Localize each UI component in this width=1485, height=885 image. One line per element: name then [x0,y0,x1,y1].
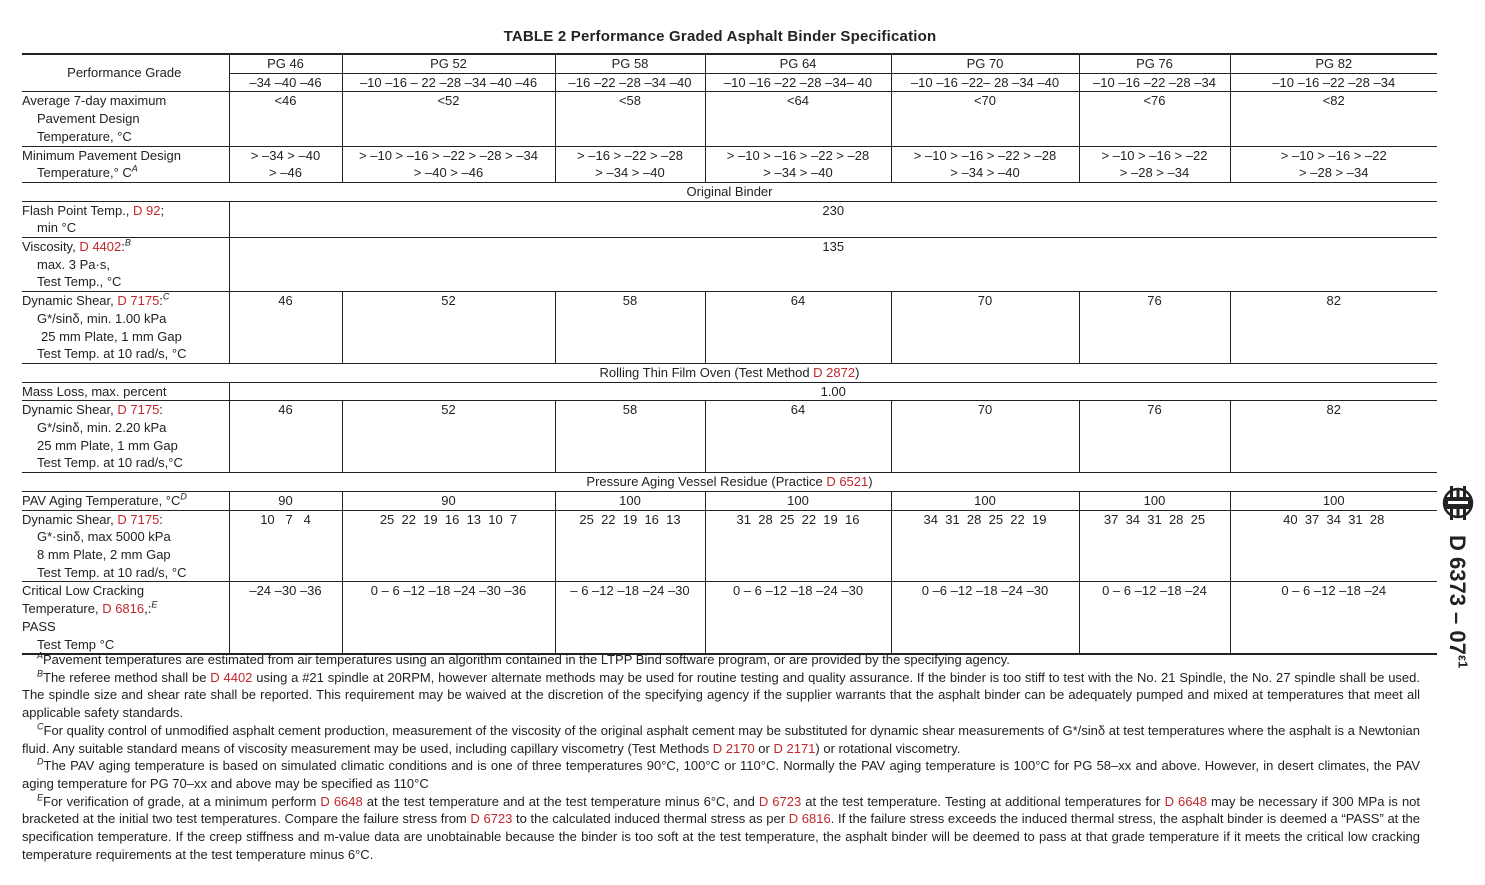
table-cell: 76 [1079,292,1230,364]
header-row-subgrades [22,73,1437,92]
subgrade-header: –10 –16 –22 –28 –34– 40 [705,73,891,92]
table-cell: 1.00 [229,382,1437,401]
row-label-critical-low-cracking: Critical Low Cracking Temperature, D 6816,:$^E$ PASS Test Temp °C [22,582,229,654]
table-cell: 40 37 34 31 28 [1230,510,1437,582]
table-cell: <46 [229,92,342,146]
row-label-avg-max: Average 7-day maximum Pavement Design Temperature, °C [22,92,229,146]
astm-logo-icon [1442,480,1474,526]
table-cell: 34 31 28 25 22 19 [891,510,1079,582]
table-cell: > –10 > –16 > –22 > –28 > –34 > –40 [705,146,891,182]
table-row [22,510,1437,582]
table-cell: 58 [555,401,705,473]
table-cell: 46 [229,292,342,364]
header-row-grades [22,54,1437,73]
subgrade-header: –10 –16 –22 –28 –34 [1079,73,1230,92]
table-cell: – 6 –12 –18 –24 –30 [555,582,705,654]
table-row [22,401,1437,473]
table-row [22,491,1437,510]
reference-link[interactable]: D 6648 [320,793,363,809]
grade-header: PG 76 [1079,54,1230,73]
section-original-binder: Original Binder [22,182,1437,201]
reference-link[interactable]: D 6648 [1164,793,1207,809]
table-cell: 31 28 25 22 19 16 [705,510,891,582]
row-label-flash: Flash Point Temp., D 92; min °C [22,201,229,237]
subgrade-header: –10 –16 –22– 28 –34 –40 [891,73,1079,92]
table-cell: > –10 > –16 > –22 > –28 > –34 [1079,146,1230,182]
reference-link[interactable]: D 2170 [712,740,755,756]
table-cell: <64 [705,92,891,146]
table-cell: 230 [229,201,1437,237]
row-label-viscosity: Viscosity, D 4402:$^B$ max. 3 Pa·s, Test Temp., °C [22,238,229,292]
row-label-min-design: Minimum Pavement Design Temperature,° $C^A$ [22,146,229,182]
table-cell: 0 – 6 –12 –18 –24 [1079,582,1230,654]
footnote-b: $^B$The referee method shall be D 4402 using a #21 spindle at 20RPM, however alternate methods may be used for routine testing and quality assurance. If the binder is too stiff to test with the No. 21 Spindle, the No. 27 spindle shall be used. The spindle size and shear rate shall be reported. This requirement may be waived at the discretion of the specifying agency if the supplier warrants that the asphalt binder can be adequately pumped and mixed at temperatures that meet all applicable safety standards. [22,668,1420,721]
section-row [22,182,1437,201]
table-cell: 90 [229,491,342,510]
table-cell: 0 – 6 –12 –18 –24 –30 [705,582,891,654]
table-cell: 100 [1079,491,1230,510]
performance-grade-label: Performance Grade [22,54,229,92]
table-cell: 25 22 19 16 13 10 7 [342,510,555,582]
table-cell: 100 [555,491,705,510]
table-cell: <76 [1079,92,1230,146]
section-rtfo: Rolling Thin Film Oven (Test Method D 2872) [22,363,1437,382]
subgrade-header: –10 –16 –22 –28 –34 [1230,73,1437,92]
reference-link[interactable]: D 6723 [758,793,802,809]
table-row [22,382,1437,401]
table-cell: > –10 > –16 > –22 > –28 > –34 > –40 > –46 [342,146,555,182]
table-cell: > –10 > –16 > –22 > –28 > –34 > –40 [891,146,1079,182]
footnote-d: $^D$The PAV aging temperature is based on simulated climatic conditions and is one of three temperatures 90°C, 100°C or 110°C. Normally the PAV aging temperature is 100°C for PG 58–xx and above. However, in desert climates, the PAV aging temperature for PG 70–xx and above may be specified as 110°C [22,756,1420,791]
reference-link[interactable]: D 4402 [210,669,253,685]
table-row [22,92,1437,146]
reference-link[interactable]: D 6816 [788,811,831,827]
table-cell: > –16 > –22 > –28 > –34 > –40 [555,146,705,182]
table-cell: 25 22 19 16 13 [555,510,705,582]
table-row [22,292,1437,364]
table-cell: 64 [705,292,891,364]
table-cell: 0 – 6 –12 –18 –24 [1230,582,1437,654]
table-title: TABLE 2 Performance Graded Asphalt Binder Specification [503,28,937,45]
row-label-dynamic-shear-rtfo: Dynamic Shear, D 7175: G*/sinδ, min. 2.20 kPa 25 mm Plate, 1 mm Gap Test Temp. at 10 rad/s,°C [22,401,229,473]
table-cell: <70 [891,92,1079,146]
row-label-dynamic-shear: Dynamic Shear, D 7175:$^C$ G*/sinδ, min. 1.00 kPa 25 mm Plate, 1 mm Gap Test Temp. at 10 rad/s, °C [22,292,229,364]
table-cell: 135 [229,238,1437,292]
table-cell: 0 – 6 –12 –18 –24 –30 –36 [342,582,555,654]
grade-header: PG 64 [705,54,891,73]
table-cell: 90 [342,491,555,510]
grade-header: PG 52 [342,54,555,73]
table-cell: 100 [891,491,1079,510]
spec-table [22,53,1437,655]
grade-header: PG 70 [891,54,1079,73]
reference-link[interactable]: D 2171 [773,740,816,756]
table-cell: 52 [342,292,555,364]
grade-header: PG 46 [229,54,342,73]
table-cell: <58 [555,92,705,146]
designation-label: D $6373 - 07^{\varepsilon 1}$ [1445,535,1471,669]
grade-header: PG 58 [555,54,705,73]
table-cell: 58 [555,292,705,364]
footnote-a: $^A$Pavement temperatures are estimated from air temperatures using an algorithm contained in the LTPP Bind software program, or are provided by the specifying agency. [37,650,1010,667]
row-label-pav-temp: PAV Aging Temperature, $^\circ C^D$ [22,491,229,510]
row-label-dynamic-shear-pav: Dynamic Shear, D 7175: G*·sinδ, max 5000 kPa 8 mm Plate, 2 mm Gap Test Temp. at 10 rad/s, °C [22,510,229,582]
table-cell: 10 7 4 [229,510,342,582]
table-cell: 76 [1079,401,1230,473]
subgrade-header: –10 –16 – 22 –28 –34 –40 –46 [342,73,555,92]
table-cell: –24 –30 –36 [229,582,342,654]
section-row [22,363,1437,382]
table-cell: > –10 > –16 > –22 > –28 > –34 [1230,146,1437,182]
table-cell: 70 [891,292,1079,364]
table-cell: 64 [705,401,891,473]
side-designation [1440,480,1480,700]
footnote-c: $^C$For quality control of unmodified asphalt cement production, measurement of the viscosity of the original asphalt cement may be substituted for dynamic shear measurements of G*/sinδ at test temperatures where the asphalt is a Newtonian fluid. Any suitable standard means of viscosity measurement may be used, including capillary viscometry (Test Methods D 2170 or D 2171) or rotational viscometry. [22,721,1420,756]
table-cell: 82 [1230,401,1437,473]
table-cell: 100 [1230,491,1437,510]
table-cell: 37 34 31 28 25 [1079,510,1230,582]
reference-link[interactable]: D 6723 [470,811,513,827]
table-cell: > –34 > –40 > –46 [229,146,342,182]
table-cell: 70 [891,401,1079,473]
section-row [22,473,1437,492]
table-cell: 52 [342,401,555,473]
table-cell: 46 [229,401,342,473]
section-pav: Pressure Aging Vessel Residue (Practice D 6521) [22,473,1437,492]
table-cell: <52 [342,92,555,146]
table-cell: 100 [705,491,891,510]
table-cell: 82 [1230,292,1437,364]
table-cell: 0 –6 –12 –18 –24 –30 [891,582,1079,654]
table-row [22,146,1437,182]
footnote-e: $^E$For verification of grade, at a minimum perform D 6648 at the test temperature and at the test temperature minus 6°C, and D 6723 at the test temperature. Testing at additional temperatures for D 6648 may be necessary if 300 MPa is not bracketed at the initial two test temperatures. Compare the failure stress from D 6723 to the calculated induced thermal stress as per D 6816. If the failure stress exceeds the induced thermal stress, the asphalt binder is deemed a “PASS” at the specification temperature. If the creep stiffness and m-value data are unobtainable because the binder is too soft at the test temperature, the asphalt binder will be deemed to pass at that grade temperature if it meets the critical low cracking temperature requirements at the test temperature minus 6°C. [22,792,1421,862]
table-row [22,238,1437,292]
table-row [22,582,1437,654]
table-cell: <82 [1230,92,1437,146]
grade-header: PG 82 [1230,54,1437,73]
row-label-mass-loss: Mass Loss, max. percent [22,382,229,401]
subgrade-header: –16 –22 –28 –34 –40 [555,73,705,92]
table-row [22,201,1437,237]
subgrade-header: –34 –40 –46 [229,73,342,92]
footnotes [22,651,1420,863]
